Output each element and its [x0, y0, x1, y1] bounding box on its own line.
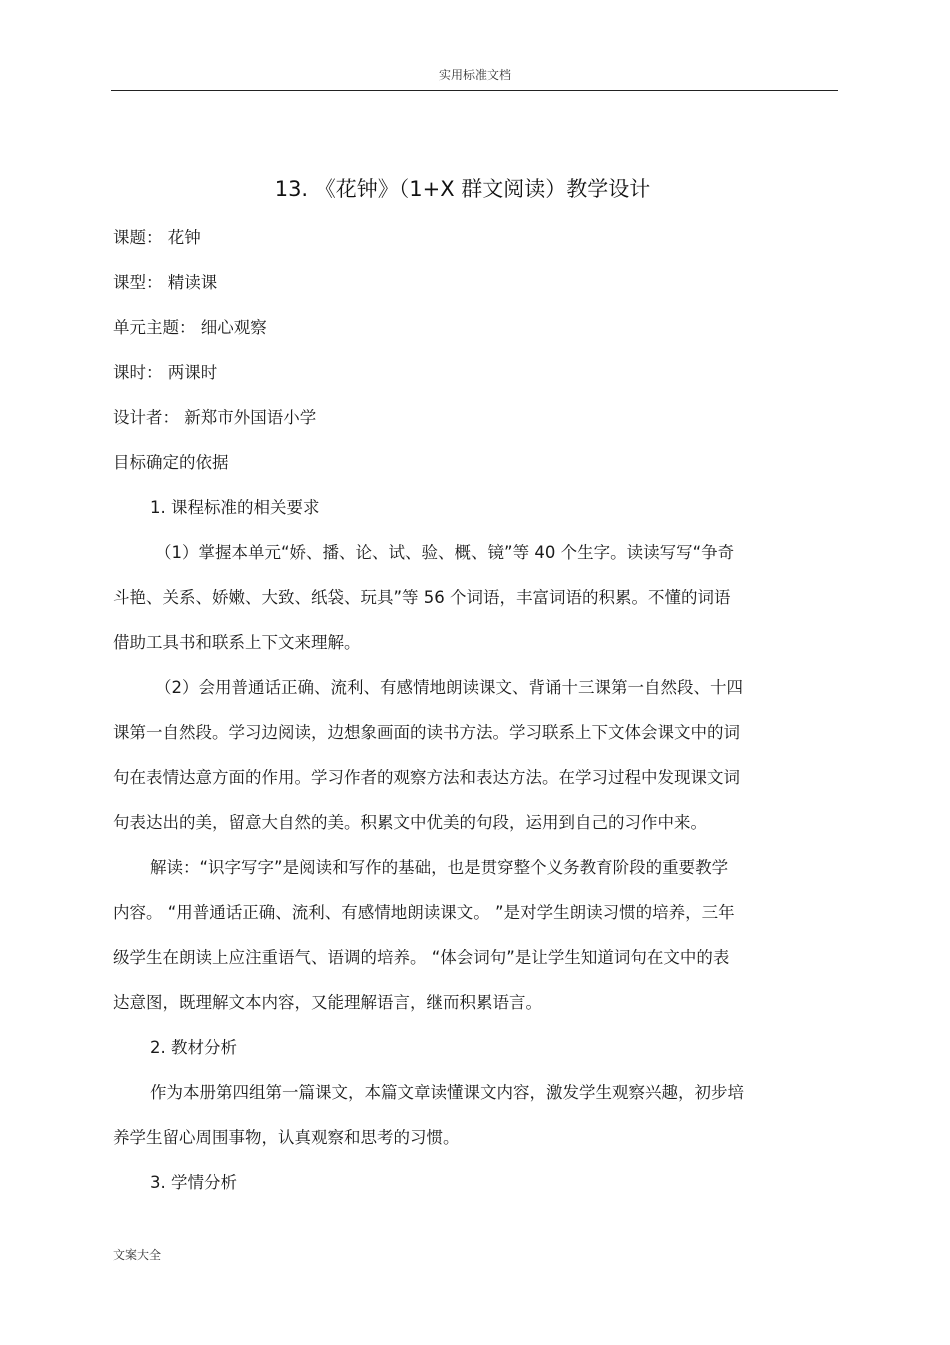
section2-p-line: 养学生留心周围事物，认真观察和思考的习惯。 — [113, 1128, 460, 1147]
meta-lesson-hours: 课时： 两课时 — [113, 363, 218, 382]
document-title: 13. 《花钟》（1+X 群文阅读）教学设计 — [274, 177, 651, 201]
page-footer: 文案大全 — [113, 1248, 162, 1262]
meta-topic: 课题： 花钟 — [113, 228, 201, 247]
section3-heading: 3. 学情分析 — [150, 1173, 237, 1192]
section1-p2-line: 句在表情达意方面的作用。学习作者的观察方法和表达方法。在学习过程中发现课文词 — [113, 768, 740, 787]
section1-p1-line: 借助工具书和联系上下文来理解。 — [113, 633, 361, 652]
meta-unit-theme: 单元主题： 细心观察 — [113, 318, 267, 337]
header-divider — [111, 90, 838, 91]
section1-p2-line: 句表达出的美，留意大自然的美。积累文中优美的句段，运用到自己的习作中来。 — [113, 813, 707, 832]
section2-p-line: 作为本册第四组第一篇课文，本篇文章读懂课文内容，激发学生观察兴趣，初步培 — [150, 1083, 744, 1102]
basis-heading: 目标确定的依据 — [113, 453, 229, 472]
meta-designer: 设计者： 新郑市外国语小学 — [113, 408, 317, 427]
section1-p3-line: 达意图，既理解文本内容，又能理解语言，继而积累语言。 — [113, 993, 542, 1012]
section1-p2-line: 课第一自然段。学习边阅读，边想象画面的读书方法。学习联系上下文体会课文中的词 — [113, 723, 740, 742]
section1-p3-line: 级学生在朗读上应注重语气、语调的培养。 “体会词句”是让学生知道词句在文中的表 — [113, 948, 730, 967]
section1-p3-line: 内容。 “用普通话正确、流利、有感情地朗读课文。 ”是对学生朗读习惯的培养，三年 — [113, 903, 735, 922]
section2-heading: 2. 教材分析 — [150, 1038, 237, 1057]
section1-p1-line: （1）掌握本单元“娇、播、论、试、验、概、镜”等 40 个生字。读读写写“争奇 — [155, 543, 735, 562]
section1-p1-line: 斗艳、关系、娇嫩、大致、纸袋、玩具”等 56 个词语，丰富词语的积累。不懂的词语 — [113, 588, 731, 607]
meta-lesson-type: 课型： 精读课 — [113, 273, 218, 292]
section1-p3-line: 解读：“识字写字”是阅读和写作的基础，也是贯穿整个义务教育阶段的重要教学 — [150, 858, 729, 877]
section1-heading: 1. 课程标准的相关要求 — [150, 498, 320, 517]
page-header: 实用标准文档 — [438, 68, 511, 82]
section1-p2-line: （2）会用普通话正确、流利、有感情地朗读课文、背诵十三课第一自然段、十四 — [155, 678, 743, 697]
